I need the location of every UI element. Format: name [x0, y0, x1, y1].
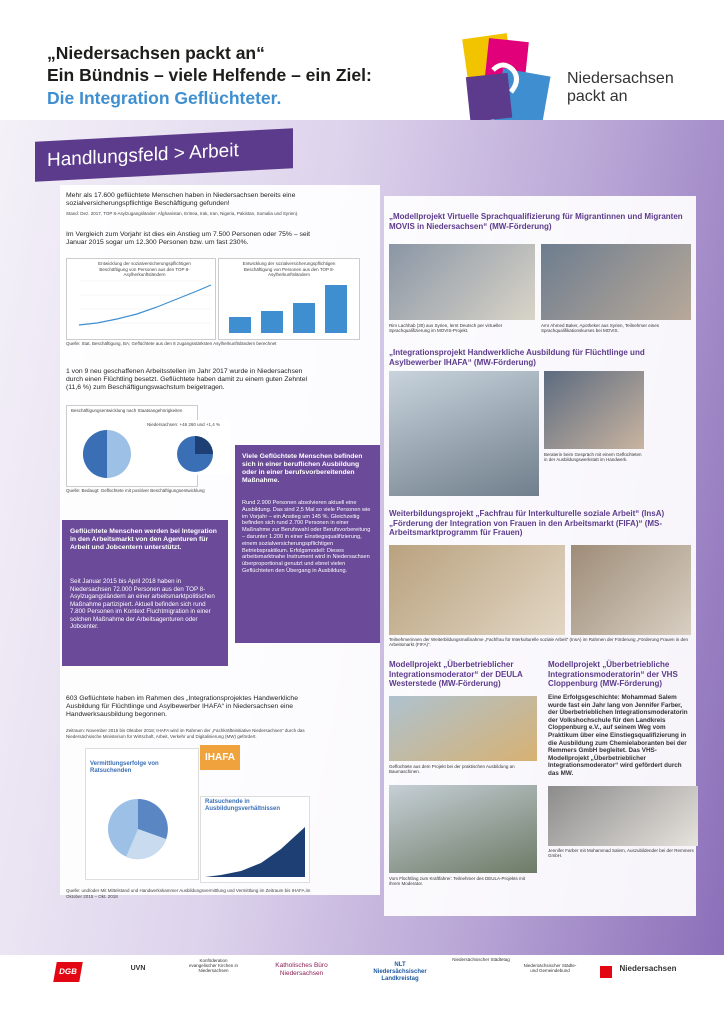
project-1-title: „Modellprojekt Virtuelle Sprachqualifizierung für Migrantinnen und Migranten MOVIS in Niedersachsen“ (MW-Förderung) — [389, 212, 683, 231]
box-middle-body: Rund 2.900 Personen absolvieren aktuell eine Ausbildung. Das sind 2,5 Mal so viele Personen wie im Vorjahr – ein Anstieg um 145 %. Gleichzeitig befinden sich rund 2.700 Personen in einer Maßnahme zur Berufswahl oder Berufsvorbereitung – darunter 1.200 in einer Einstiegsqualifizierung, einem sozialversicherungspflichtigen Betriebspraktikum. Erfolgsmodell: Dieses arbeitsmarktnahe Instrument wird in Niedersachsen überproportional genutzt und ebnet vielen Geflüchteten den Übergang in Ausbildung. — [242, 500, 371, 574]
dgb-logo: DGB — [53, 962, 83, 982]
bar-4 — [325, 285, 347, 333]
chart-source: Quelle: Stat. Beschäftigung, BA; Geflüchtete aus den 8 zugangsstärksten Asylherkunftsländern berechnet — [66, 341, 277, 346]
logo-line-1: Niedersachsen — [567, 70, 674, 87]
bar-1 — [229, 317, 251, 333]
box-middle — [235, 445, 380, 643]
project-3-caption: Teilnehmerinnen der Weiterbildungsmaßnahme „Fachfrau für Interkulturelle soziale Arbeit“ (InsA) im Rahmen der Förderung „Förderung Frauen in den Arbeitsmarkt (FIFA)“. — [389, 637, 689, 648]
uvn-logo: UVN — [130, 965, 146, 972]
project-4-caption-1: Geflüchtete aus dem Projekt bei der praktischen Ausbildung an Baumaschinen. — [389, 764, 515, 775]
bottom-caption: Quelle: und/oder Mit Mittelstand und Handwerkskammer Ausbildungsvermittlung und Vermittlung im Zeitraum bis IHAFA im Oktober 2015 – Okt. 2018 — [66, 888, 311, 899]
project-5-photo — [548, 786, 698, 846]
stat-603-sub: Zeitraum: November 2015 bis Oktober 2018; IHAFA wird im Rahmen der „Fachkräfteinitiative Niedersachsen“ durch das Niedersächsische Ministerium für Wirtschaft, Arbeit, Verkehr und Digitalisierung (MW) gefördert. — [66, 728, 305, 739]
intro-text: Mehr als 17.600 geflüchtete Menschen haben in Niedersachsen bereits eine sozialversicherungspflichtige Beschäftigung gefunden! — [66, 192, 296, 207]
title-line-3: Die Integration Geflüchteter. — [47, 88, 282, 108]
project-5-body: Eine Erfolgsgeschichte: Mohammad Salem wurde fast ein Jahr lang von Jennifer Farber, der Überbetrieblichen Integrationsmoderatorin der Volkshochschule für den Landkreis Cloppenburg e.V., auf seinem Weg vom Praktikum über eine Einstiegsqualifizierung in die Ausbildung zum Chemielaboranten bei der Remmers GmbH begleitet. Das VHS-Modellprojekt „Überbetrieblicher Integrationsmoderator“ wird gefördert durch das MW. — [548, 694, 688, 777]
box-left-title: Geflüchtete Menschen werden bei Integration in den Arbeitsmarkt von den Agenturen für Arbeit und Jobcentern unterstützt. — [70, 528, 217, 551]
logo-line-2: packt an — [567, 88, 628, 105]
nlt-logo: NLT Niedersächsischer Landkreistag — [373, 962, 427, 982]
project-3-photo-2 — [571, 545, 691, 635]
katholisches-buero-logo: Katholisches Büro Niedersachsen — [275, 962, 328, 977]
pie-title: Beschäftigungsentwicklung nach Staatsangehörigkeiten — [71, 408, 183, 413]
verm-title: Vermittlungserfolge von Ratsuchenden — [90, 761, 159, 774]
stat-603: 603 Geflüchtete haben im Rahmen des „Integrationsprojektes Handwerkliche Ausbildung für Flüchtlinge und Asylbewerber IHAFA“ in Niedersachsen eine Handwerksausbildung begonnen. — [66, 695, 298, 718]
project-2-photo-2 — [544, 371, 644, 449]
project-5-caption: Jennifer Farber mit Mohammad Salem, Auszubildender bei der Remmers GmbH. — [548, 848, 694, 859]
vorjahr-text: Im Vergleich zum Vorjahr ist dies ein Anstieg um 7.500 Personen oder 75% – seit Januar 2015 sogar um 12.300 Personen bzw. um fast 230%. — [66, 231, 311, 246]
project-5-title: Modellprojekt „Überbetriebliche Integrationsmoderatorin“ der VHS Cloppenburg (MW-Förderung) — [548, 660, 678, 688]
project-4-caption-2: Vom Flüchtling zum Kraftfahrer: Teilnehmer des DEULA-Projekts mit ihrem Moderator. — [389, 876, 525, 887]
project-1-caption-1: Rim Lachhab (30) aus Syrien, lernt Deutsch per virtueller Sprachqualifizierung im MOVIS-Projekt. — [389, 323, 503, 334]
project-4-photo-2 — [389, 785, 537, 873]
box-left-body: Seit Januar 2015 bis April 2018 haben in Niedersachsen 72.000 Personen aus den TOP 8-Asylzugangsländern an einer arbeitsmarktpolitischen Maßnahme partizipiert. Aktuell befinden sich rund 7.800 Personen im Kontext Fluchtmigration in einer solchen Maßnahme der Arbeitsagenturen oder Jobcenter. — [70, 578, 215, 630]
project-1-photo-2 — [541, 244, 691, 320]
project-1-photo-1 — [389, 244, 535, 320]
project-3-photo-1 — [389, 545, 565, 635]
stat-one-of-nine: 1 von 9 neu geschaffenen Arbeitsstellen im Jahr 2017 wurde in Niedersachsen durch einen Flüchtling besetzt. Geflüchtete haben damit zu einem guten Zehntel (11,6 %) zum Beschäftigungswachstum beigetragen. — [66, 368, 308, 391]
bar-2 — [261, 311, 283, 333]
pie-note: Niedersachsen: +46 260 und +1,4 % — [147, 422, 221, 427]
pie-caption: Quelle: Bedaugt: Geflüchtete mit positiver Beschäftigungsentwicklung — [66, 488, 205, 493]
project-2-photo-1 — [389, 371, 539, 496]
title-line-1: „Niedersachsen packt an“ — [47, 43, 265, 63]
verm-chart — [85, 748, 199, 880]
project-4-title: Modellprojekt „Überbetrieblicher Integrationsmoderator“ der DEULA Westerstede (MW-Förderung) — [389, 660, 523, 688]
konfoederation-logo: Konföderation evangelischer Kirchen in Niedersachsen — [188, 958, 239, 974]
line-chart — [66, 258, 216, 340]
project-4-photo-1 — [389, 696, 537, 761]
bar-chart-title: Entwicklung der sozialversicherungspflichtigen Beschäftigung von Personen aus den TOP 8-Asylherkunftsländern — [242, 261, 336, 277]
line-chart-series — [79, 285, 211, 325]
pie-chart-right — [145, 420, 230, 475]
rats-chart — [200, 796, 310, 883]
staedtetag-logo: Niedersächsischer Städtetag — [452, 957, 510, 962]
project-1-caption-2: Amr Ahmed Baker, Apotheker aus Syrien, Teilnehmer eines Sprachqualifikationskurses bei MOVIS. — [541, 323, 659, 334]
bar-chart — [218, 258, 360, 340]
niedersachsen-logo: Niedersachsen — [619, 964, 677, 973]
title-line-2: Ein Bündnis – viele Helfende – ein Ziel: — [47, 65, 372, 85]
niedersachsen-crest-icon — [600, 966, 612, 978]
staedte-gemeindebund-logo: Niedersächsischer Städte- und Gemeindebund — [523, 963, 577, 974]
line-chart-title: Entwicklung der sozialversicherungspflichtigen Beschäftigung von Personen aus den TOP 8-Asylherkunftsländern — [98, 261, 191, 277]
box-middle-title: Viele Geflüchtete Menschen befinden sich in einer beruflichen Ausbildung oder in einer berufsvorbereitenden Maßnahme. — [242, 453, 363, 484]
project-2-title: „Integrationsprojekt Handwerkliche Ausbildung für Flüchtlinge und Asylbewerber IHAFA“ (MW-Förderung) — [389, 348, 645, 367]
ihafa-logo: IHAFA — [200, 745, 240, 770]
box-left — [62, 520, 228, 666]
rats-title: Ratsuchende in Ausbildungsverhältnissen — [205, 799, 281, 812]
intro-subtext: Stand: Dez. 2017, TOP 8-Asylzugangsländer: Afghanistan, Eritrea, Irak, Iran, Nigeria, Pakistan, Somalia und Syrien). — [66, 211, 299, 216]
bar-3 — [293, 303, 315, 333]
section-tab: Handlungsfeld > Arbeit — [35, 128, 293, 182]
project-3-title: Weiterbildungsprojekt „Fachfrau für Interkulturelle soziale Arbeit“ (InsA) „Förderung der Integration von Frauen in den Arbeitsmarkt (FIFA)“ (MS-Arbeitsmarktprogramm für Frauen) — [389, 509, 665, 537]
project-2-caption: Beraterin beim Gespräch mit einem Geflüchteten in der Ausbildungswerkstatt im Handwerk. — [544, 452, 642, 463]
